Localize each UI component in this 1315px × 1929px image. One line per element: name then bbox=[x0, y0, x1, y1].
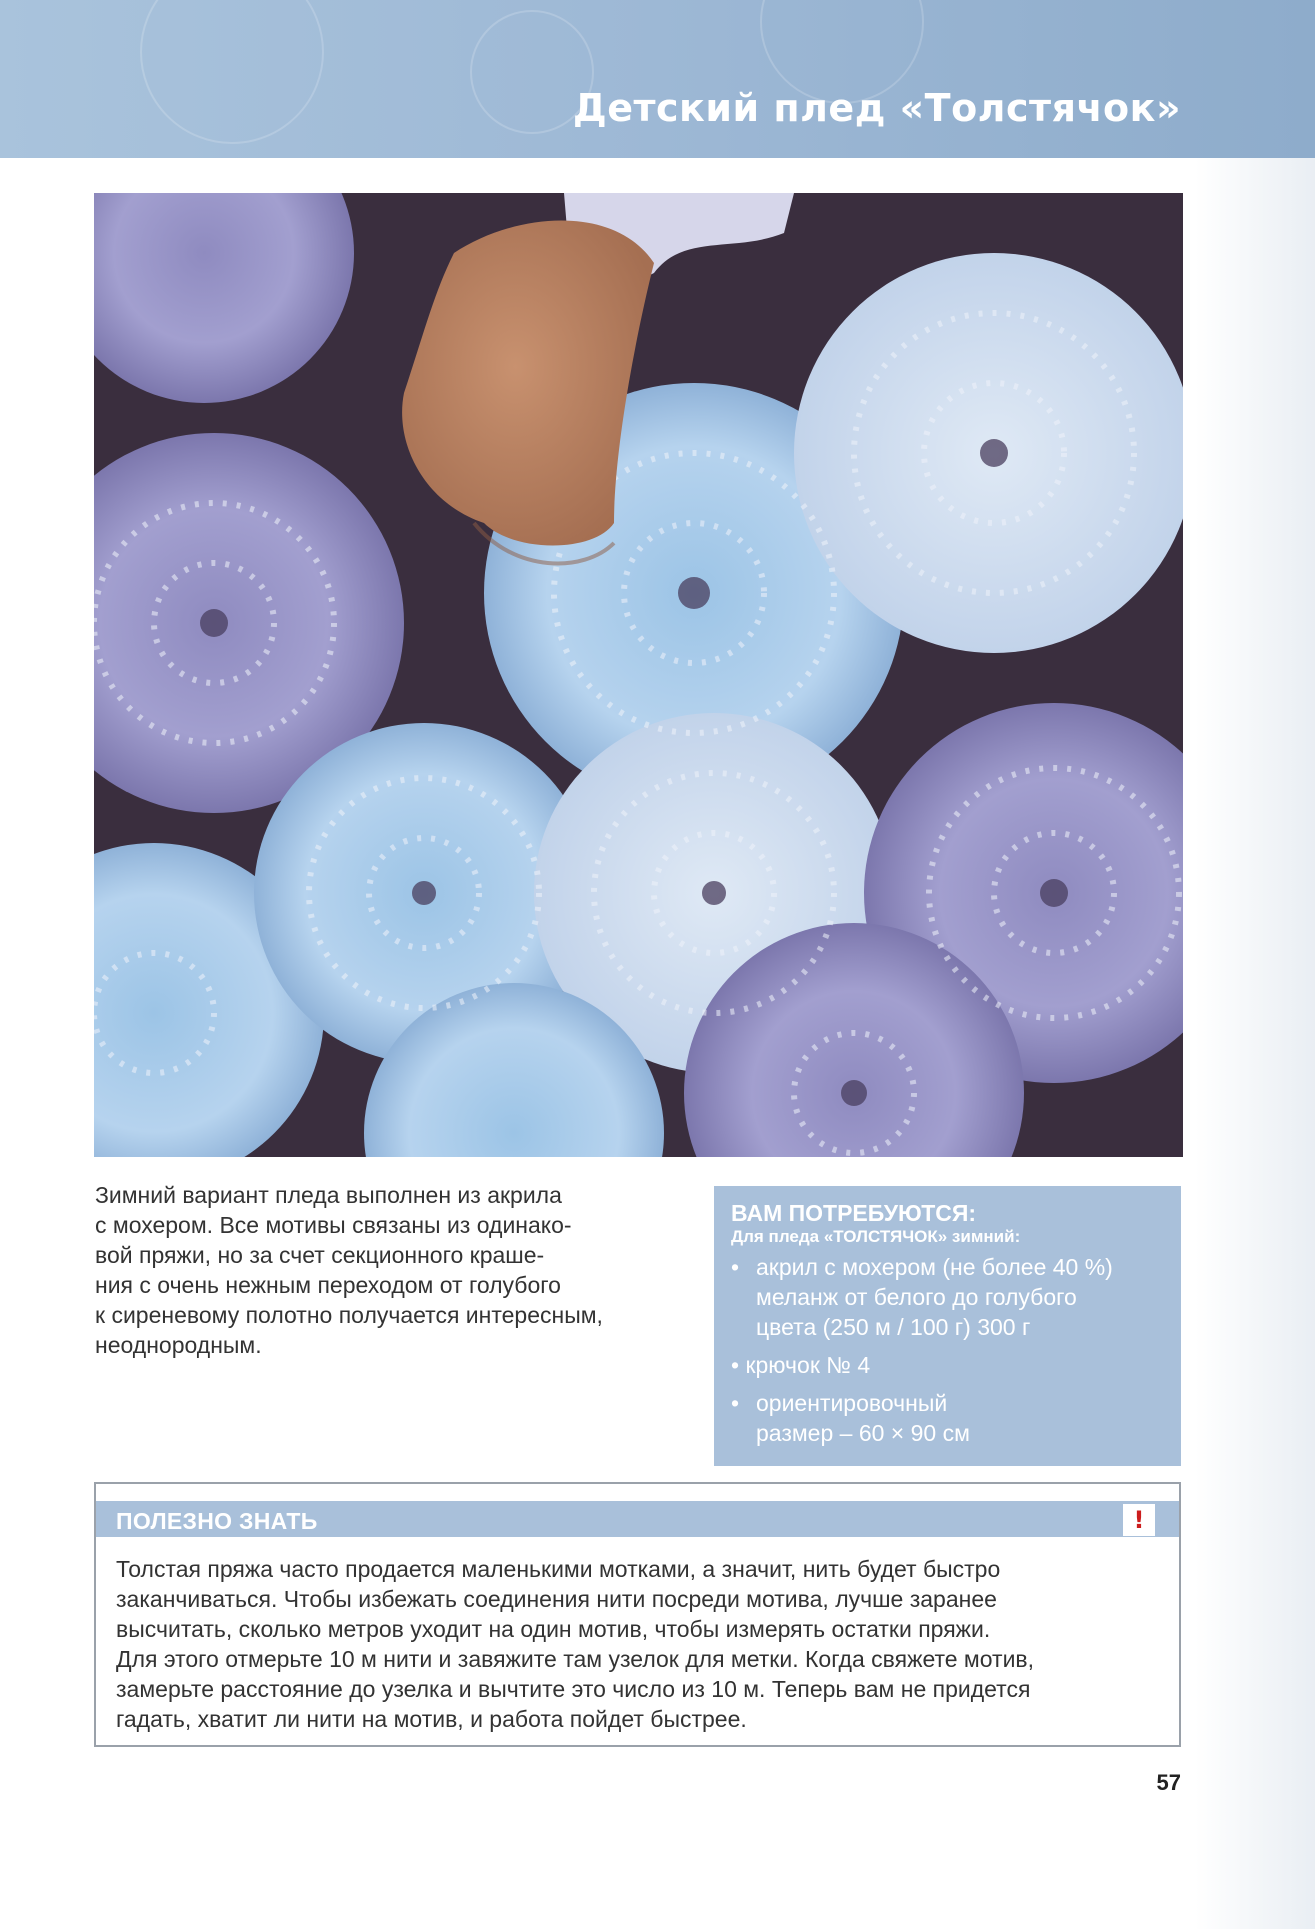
page-title: Детский плед «Толстячок» bbox=[572, 86, 1181, 130]
materials-line: размер – 60 × 90 см bbox=[756, 1420, 970, 1446]
intro-line: неоднородным. bbox=[95, 1332, 262, 1358]
intro-line: с мохером. Все мотивы связаны из одинако- bbox=[95, 1212, 572, 1238]
tip-text bbox=[116, 1554, 1156, 1734]
intro-line: вой пряжи, но за счет секционного краше- bbox=[95, 1242, 545, 1268]
intro-line: Зимний вариант пледа выполнен из акрила bbox=[95, 1182, 562, 1208]
materials-item-hook bbox=[731, 1350, 1165, 1380]
materials-item-size bbox=[731, 1388, 1165, 1448]
intro-line: ния с очень нежным переходом от голубого bbox=[95, 1272, 561, 1298]
materials-subtitle: Для пледа «ТОЛСТЯЧОК» зимний: bbox=[731, 1227, 1021, 1246]
materials-box bbox=[714, 1186, 1181, 1466]
intro-text bbox=[95, 1180, 685, 1360]
materials-line: крючок № 4 bbox=[745, 1352, 871, 1378]
materials-line: меланж от белого до голубого bbox=[756, 1284, 1077, 1310]
tip-line: высчитать, сколько метров уходит на один мотив, чтобы измерять остатки пряжи. bbox=[116, 1616, 991, 1642]
header-decoration bbox=[140, 0, 324, 144]
tip-header bbox=[96, 1501, 1179, 1537]
tip-line: Толстая пряжа часто продается маленькими мотками, а значит, нить будет быстро bbox=[116, 1556, 1001, 1582]
bullet-icon: • bbox=[731, 1390, 740, 1416]
tip-line: заканчиваться. Чтобы избежать соединения нити посреди мотива, лучше заранее bbox=[116, 1586, 997, 1612]
blanket-photo bbox=[94, 193, 1183, 1157]
page-number: 57 bbox=[1156, 1770, 1181, 1795]
intro-line: к сиреневому полотно получается интересным, bbox=[95, 1302, 603, 1328]
crochet-blanket-illustration bbox=[94, 193, 1183, 1157]
materials-line: акрил с мохером (не более 40 %) bbox=[756, 1254, 1113, 1280]
tip-line: гадать, хватит ли нити на мотив, и работа пойдет быстрее. bbox=[116, 1706, 747, 1732]
header-band bbox=[0, 0, 1315, 158]
bullet-icon: • bbox=[731, 1254, 740, 1280]
materials-line: цвета (250 м / 100 г) 300 г bbox=[756, 1314, 1031, 1340]
materials-title: ВАМ ПОТРЕБУЮТСЯ: bbox=[731, 1200, 977, 1226]
bullet-icon: • bbox=[731, 1352, 740, 1378]
materials-item-yarn bbox=[731, 1252, 1165, 1342]
tip-title: ПОЛЕЗНО ЗНАТЬ bbox=[116, 1508, 318, 1534]
tip-line: Для этого отмерьте 10 м нити и завяжите там узелок для метки. Когда свяжете мотив, bbox=[116, 1646, 1035, 1672]
exclamation-icon: ! bbox=[1123, 1504, 1155, 1536]
page-edge-shade bbox=[1195, 158, 1315, 1929]
materials-line: ориентировочный bbox=[756, 1390, 948, 1416]
useful-tip-box bbox=[94, 1482, 1181, 1747]
tip-line: замерьте расстояние до узелка и вычтите это число из 10 м. Теперь вам не придется bbox=[116, 1676, 1031, 1702]
